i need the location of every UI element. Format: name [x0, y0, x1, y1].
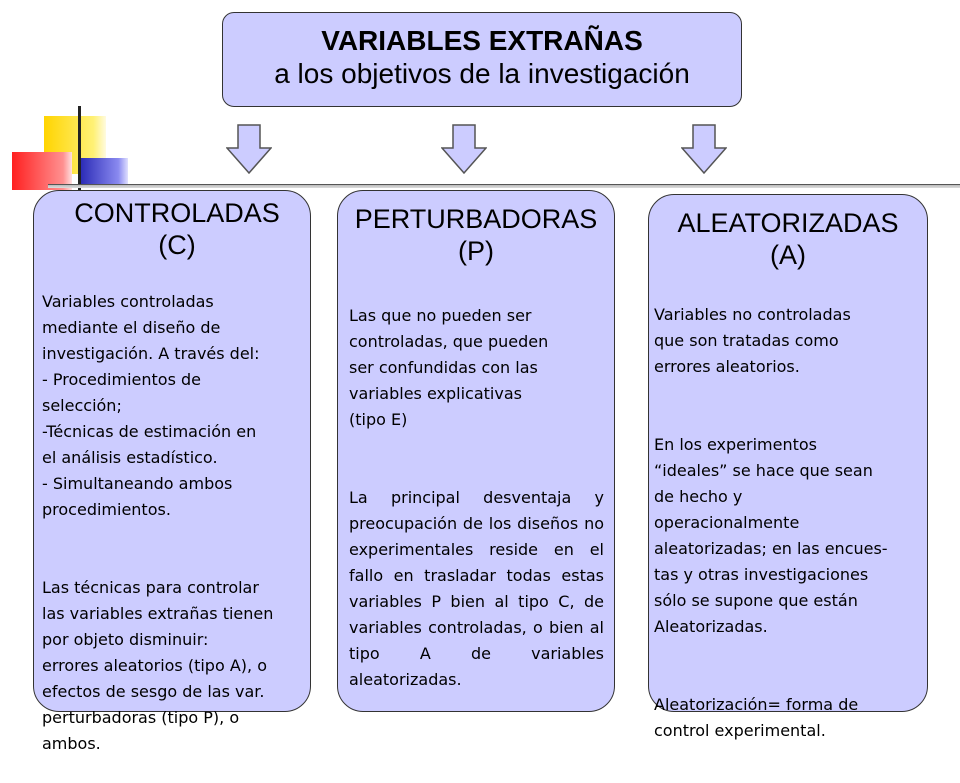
column-controladas [33, 190, 311, 753]
column-aleatorizadas [648, 194, 928, 740]
deco-vertical-line [78, 106, 81, 192]
column-heading: PERTURBADORAS (P) [354, 204, 598, 266]
column-heading: CONTROLADAS (C) [74, 198, 280, 260]
down-arrow-icon [226, 124, 272, 174]
deco-blue-square [80, 158, 128, 184]
paragraph: Las que no pueden ser controladas, que pueden ser confundidas con las variables explicativas (tipo E) [349, 306, 549, 429]
decorative-squares [0, 100, 130, 192]
divider-line [48, 184, 960, 188]
column-body [338, 267, 614, 719]
paragraph: Aleatorización= forma de control experimental. [654, 695, 859, 740]
paragraph: Las técnicas para controlar las variables extrañas tienen por objeto disminuir: errores aleatorios (tipo A), o efectos de sesgo de las var. perturbadoras (tipo P), o ambos. [42, 578, 274, 753]
paragraph: Variables controladas mediante el diseño de investigación. A través del: - Procedimientos de selección; -Técnicas de estimación en el análisis estadístico. - Simultaneando ambos procedimientos. [42, 292, 260, 519]
column-body [649, 271, 927, 770]
diagram-subtitle: a los objetivos de la investigación [274, 58, 690, 89]
paragraph: La principal desventaja y preocupación de los diseños no experimentales reside en el fallo en trasladar todas estas variables P bien al tipo C, de variables controladas, o bien al tipo A de variables aleatorizadas. [349, 488, 604, 689]
down-arrow-icon [681, 124, 727, 174]
column-heading: ALEATORIZADAS (A) [677, 208, 899, 270]
column-body [34, 261, 310, 783]
column-perturbadoras [337, 190, 615, 712]
paragraph: Variables no controladas que son tratadas como errores aleatorios. [654, 305, 851, 376]
paragraph: En los experimentos “ideales” se hace que sean de hecho y operacionalmente aleatorizadas; en las encues- tas y otras investigaciones sólo se supone que están Aleatorizadas. [654, 435, 888, 636]
down-arrow-icon [441, 124, 487, 174]
diagram-title: VARIABLES EXTRAÑAS [321, 25, 643, 56]
title-box [222, 12, 742, 107]
